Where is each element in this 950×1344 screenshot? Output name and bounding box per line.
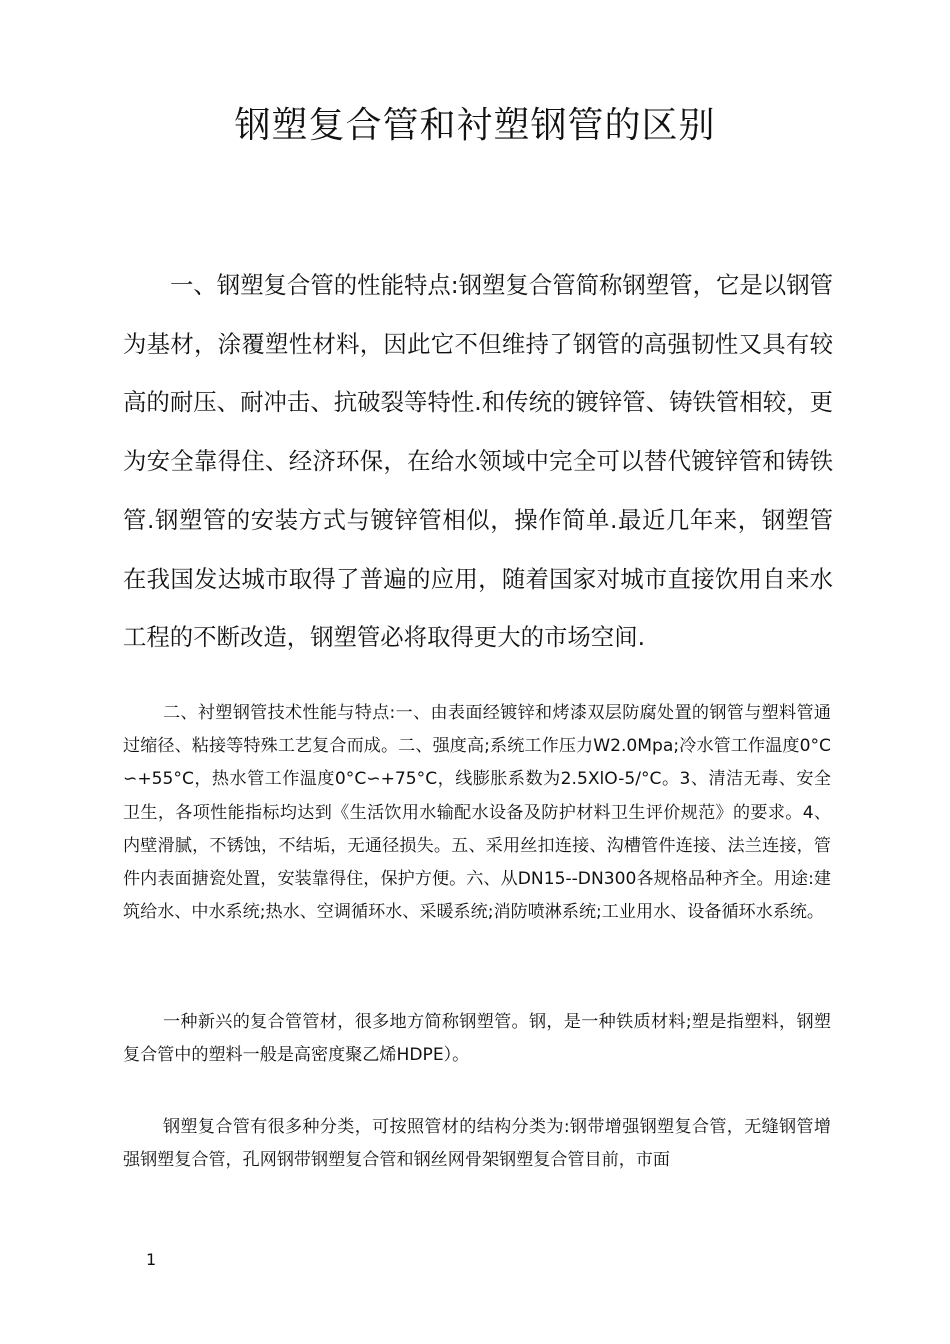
paragraph-performance-features: 一、钢塑复合管的性能特点:钢塑复合管简称钢塑管，它是以钢管为基材，涂覆塑性材料，因此它不但维持了钢管的高强韧性又具有较高的耐压、耐冲击、抗破裂等特性.和传统的镀锌管、铸铁管相较，更为安全靠得住、经济环保，在给水领域中完全可以替代镀锌管和铸铁管.钢塑管的安装方式与镀锌管相似，操作简单.最近几年来，钢塑管在我国发达城市取得了普遍的应用，随着国家对城市直接饮用自来水工程的不断改造，钢塑管必将取得更大的市场空间. <box>123 271 833 652</box>
page-number: 1 <box>146 1250 157 1269</box>
paragraph-lined-pipe-specs: 二、衬塑钢管技术性能与特点:一、由表面经镀锌和烤漆双层防腐处置的钢管与塑料管通过缩径、粘接等特殊工艺复合而成。二、强度高;系统工作压力W2.0Mpa;冷水管工作温度0°C∽+55°C，热水管工作温度0°C∽+75°C，线膨胀系数为2.5XlO-5/°C。3、清洁无毒、安全卫生，各项性能指标均达到《生活饮用水输配水设备及防护材料卫生评价规范》的要求。4、内壁滑腻，不锈蚀，不结垢，无通径损失。五、采用丝扣连接、沟槽管件连接、法兰连接，管件内表面搪瓷处置，安装靠得住，保护方便。六、从DN15--DN300各规格品种齐全。用途:建筑给水、中水系统;热水、空调循环水、采暖系统;消防喷淋系统;工业用水、设备循环水系统。 <box>123 703 831 923</box>
paragraph-definition: 一种新兴的复合管管材，很多地方简称钢塑管。钢，是一种铁质材料;塑是指塑料，钢塑复合管中的塑料一般是高密度聚乙烯HDPE）。 <box>123 1012 831 1066</box>
paragraph-classification: 钢塑复合管有很多种分类，可按照管材的结构分类为:钢带增强钢塑复合管，无缝钢管增强钢塑复合管，孔网钢带钢塑复合管和钢丝网骨架钢塑复合管目前，市面 <box>123 1117 831 1171</box>
page-title: 钢塑复合管和衬塑钢管的区别 <box>234 105 716 146</box>
